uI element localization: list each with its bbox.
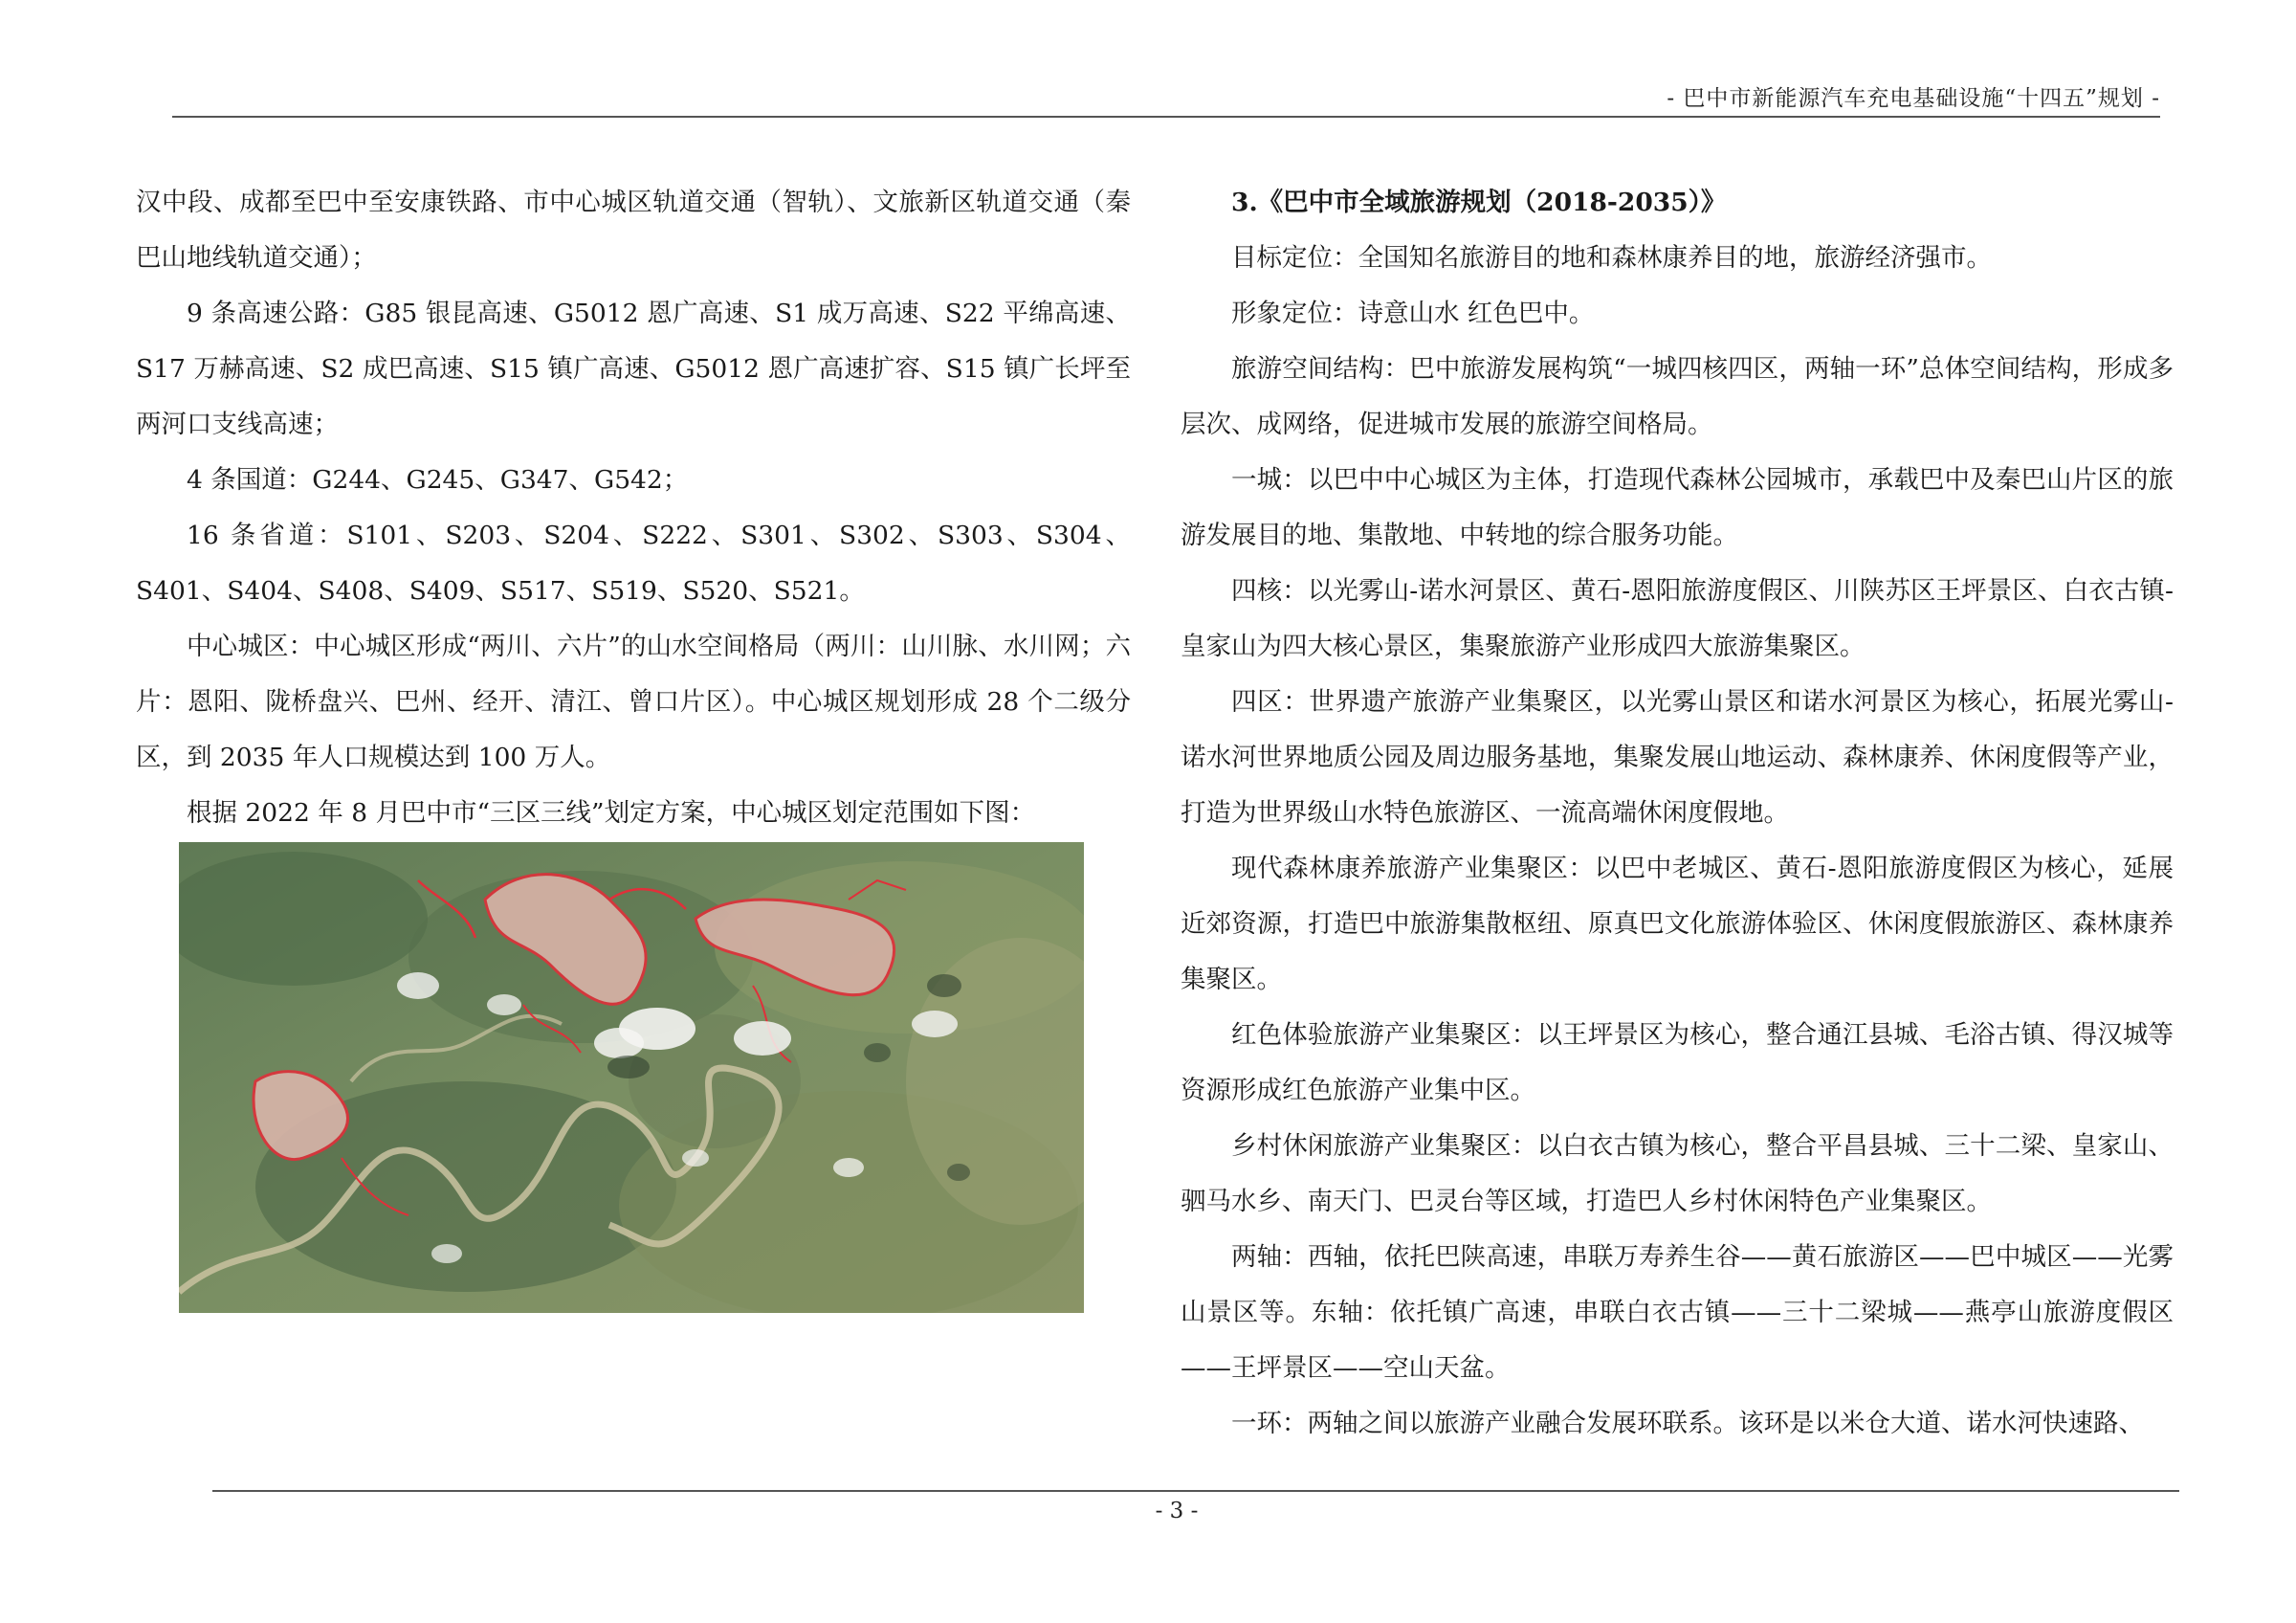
section-heading: 3.《巴中市全域旅游规划（2018-2035）》 <box>1231 188 1727 217</box>
right-paragraph: 四核：以光雾山-诺水河景区、黄石-恩阳旅游度假区、川陕苏区王坪景区、白衣古镇-皇家山为四大核心景区，集聚旅游产业形成四大旅游集聚区。 <box>1181 576 2174 661</box>
header-rule <box>172 116 2160 118</box>
left-paragraph: 中心城区：中心城区形成“两川、六片”的山水空间格局（两川：山川脉、水川网；六片：恩阳、陇桥盘兴、巴州、经开、清江、曾口片区）。中心城区规划形成 28 个二级分区，到 2035 年人口规模达到 100 万人。 <box>136 632 1131 772</box>
right-paragraph: 旅游空间结构：巴中旅游发展构筑“一城四核四区，两轴一环”总体空间结构，形成多层次、成网络，促进城市发展的旅游空间格局。 <box>1181 354 2174 439</box>
right-paragraph: 两轴：西轴，依托巴陕高速，串联万寿养生谷——黄石旅游区——巴中城区——光雾山景区等。东轴：依托镇广高速，串联白衣古镇——三十二梁城——燕亭山旅游度假区——王坪景区——空山天盆。 <box>1181 1242 2174 1383</box>
running-header: - 巴中市新能源汽车充电基础设施“十四五”规划 - <box>1667 86 2160 111</box>
right-paragraph: 红色体验旅游产业集聚区：以王坪景区为核心，整合通江县城、毛浴古镇、得汉城等资源形成红色旅游产业集中区。 <box>1181 1020 2174 1105</box>
left-paragraph: 4 条国道：G244、G245、G347、G542； <box>187 465 689 495</box>
footer-rule <box>212 1490 2179 1492</box>
right-paragraph: 目标定位：全国知名旅游目的地和森林康养目的地，旅游经济强市。 <box>1231 243 1992 273</box>
right-paragraph: 一环：两轴之间以旅游产业融合发展环联系。该环是以米仓大道、诺水河快速路、 <box>1231 1409 2144 1438</box>
left-paragraph: 汉中段、成都至巴中至安康铁路、市中心城区轨道交通（智轨）、文旅新区轨道交通（秦巴山地线轨道交通）； <box>136 188 1131 273</box>
left-column <box>136 175 1131 841</box>
right-paragraph: 一城：以巴中中心城区为主体，打造现代森林公园城市，承载巴中及秦巴山片区的旅游发展目的地、集散地、中转地的综合服务功能。 <box>1181 465 2174 550</box>
page-number: - 3 - <box>1155 1499 1199 1523</box>
central-urban-area-satellite-map <box>179 842 1084 1313</box>
right-paragraph: 乡村休闲旅游产业集聚区：以白衣古镇为核心，整合平昌县城、三十二梁、皇家山、驷马水乡、南天门、巴灵台等区域，打造巴人乡村休闲特色产业集聚区。 <box>1181 1131 2174 1216</box>
right-column <box>1181 175 2174 1452</box>
left-paragraph: 根据 2022 年 8 月巴中市“三区三线”划定方案，中心城区划定范围如下图： <box>187 798 1036 828</box>
right-paragraph: 四区：世界遗产旅游产业集聚区，以光雾山景区和诺水河景区为核心，拓展光雾山-诺水河世界地质公园及周边服务基地，集聚发展山地运动、森林康养、休闲度假等产业，打造为世界级山水特色旅游区、一流高端休闲度假地。 <box>1181 687 2174 828</box>
left-paragraph: 9 条高速公路：G85 银昆高速、G5012 恩广高速、S1 成万高速、S22 平绵高速、S17 万赫高速、S2 成巴高速、S15 镇广高速、G5012 恩广高速扩容、S15 镇广长坪至两河口支线高速； <box>136 299 1131 439</box>
left-paragraph: 16 条省道：S101、S203、S204、S222、S301、S302、S303、S304、S401、S404、S408、S409、S517、S519、S520、S521。 <box>136 521 1131 606</box>
right-paragraph: 形象定位：诗意山水 红色巴中。 <box>1231 299 1595 328</box>
right-paragraph: 现代森林康养旅游产业集聚区：以巴中老城区、黄石-恩阳旅游度假区为核心，延展近郊资源，打造巴中旅游集散枢纽、原真巴文化旅游体验区、休闲度假旅游区、森林康养集聚区。 <box>1181 854 2174 994</box>
